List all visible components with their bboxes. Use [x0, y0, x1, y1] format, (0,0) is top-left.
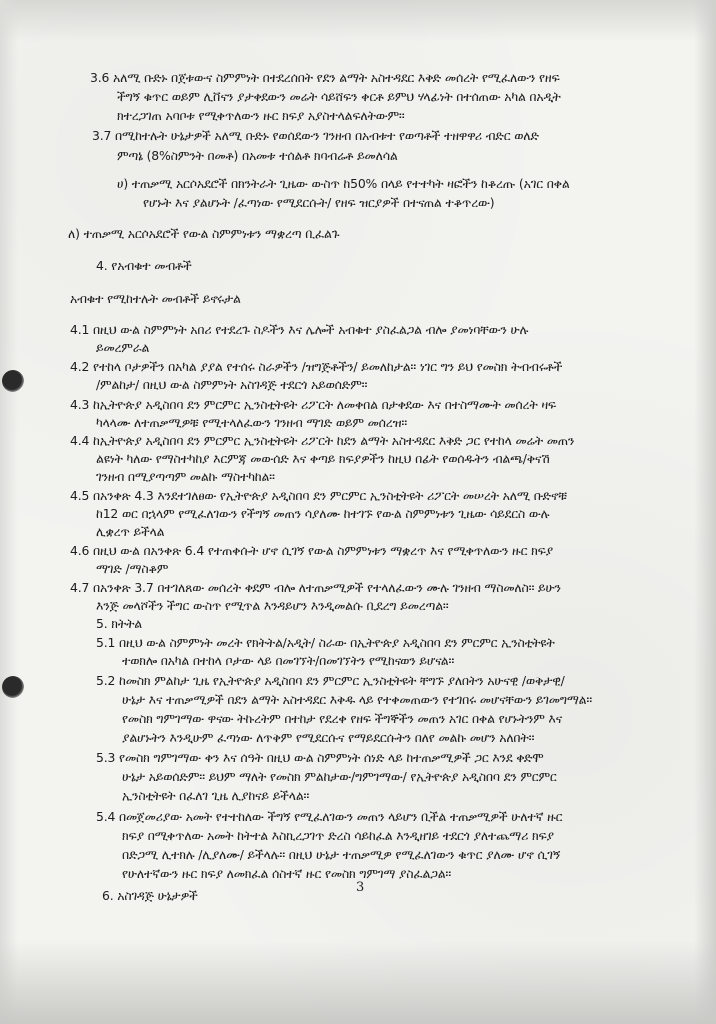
- page-number: 3: [356, 880, 365, 895]
- clause-5-4-line-3: በድጋሚ ሊተክሉ /ሊያለሙ/ ይችላሉ። በዚህ ሁኔታ ተጠቃሚዎ የሚፈለገውን ቁጥር ያለሙ ሆኖ ሲገኝ: [122, 847, 561, 862]
- clause-5-3-line-2: ሁኔታ አይወሰድም። ይህም ማለት የመስክ ምልከታው/ግምገማው/ የኢትዮጵያ አዲስበባ ደን ምርምር: [122, 769, 557, 784]
- clause-5-2-line-3: የመስክ ግምገማው ዋናው ትኩረትም በተከታ የደረቀ የዘፍ ችግኞችን መጠን አገር በቀል የሆኑትንም እና: [122, 711, 563, 726]
- clause-5-1-line-2: ተወክሎ በአካል በተከላ ቦታው ላይ በመገኘት/በመገኘትን የሚከናወን ይሆናል።: [122, 653, 455, 668]
- clause-4-1-line-1: 4.1 በዚህ ውል ስምምነት አበሪ የተደረጉ ስዶችን እና ሌሎች አብቁተ ያስፈልጋል ብሎ ያመነባቸውን ሁሉ: [70, 322, 529, 337]
- clause-4-2-line-1: 4.2 የተከላ ቦታዎችን በአካል ያያል የተሰሩ ስራዎችን /ዝግጅቶችን/ ይመለከታል። ነገር ግን ይህ የመስክ ትብብሩቶች: [70, 359, 563, 374]
- item-a-line-1: ሀ) ተጠቃሚ አርሶአደሮች በክንትራት ጊዜው ውስጥ ከ50% በላይ የተተካት ዛፎችን ከቆረጡ (አገር በቀል: [117, 176, 570, 191]
- clause-4-2-line-2: /ምልከታ/ በዚህ ውል ስምምነት አስገዳጅ ተደርጎ አይወሰድም።: [96, 377, 368, 392]
- clause-4-5-line-2: ከ12 ወር በኋላም የሚፈለገውን የችግኝ መጠን ሳያለሙ ከተገኙ የውል ስምምነቱን ጊዜው ሳይደርስ ውሉ: [96, 506, 550, 521]
- scan-shadow-right: [694, 0, 716, 1024]
- clause-4-7-line-1: 4.7 በአንቀጽ 3.7 በተገለጸው መሰረት ቀደም ብሎ ለተጠቃሚዎች የተላለፈውን ሙሉ ገንዘብ ማስመለስ። ይሁን: [70, 580, 561, 595]
- item-b-line: ለ) ተጠቃሚ አርሶአደሮች የውል ስምምነቱን ማቋረጣ ቢፈልጉ: [68, 226, 340, 241]
- clause-3-7-line-1: 3.7 በሚከተሉት ሁኔታዎች አለሚ ቡድኑ የወሰደውን ገንዘብ በአብቱተ የወጣቶች ተዘዋዋሪ ብድር ወለድ: [92, 128, 539, 143]
- clause-4-5-line-1: 4.5 በአንቀጽ 4.3 እንደተገለፀው የኢትዮጵያ አዲስበባ ደን ምርምር ኢንስቲትዩት ሪፖርት መሠረት አለሚ ቡድኖቹ: [70, 488, 567, 503]
- clause-3-7-line-2: ምጣኔ (8%ስምንት በመቶ) በአመቱ ተሰልቶ ክባብሬቶ ይመለሳል: [117, 148, 398, 163]
- clause-5-1-line-1: 5.1 በዚህ ውል ስምምነት መረት የክትትል/አዲት/ ስራው በኢትዮጵያ አዲስበባ ደን ምርምር ኢንስቲትዩት: [96, 635, 555, 650]
- clause-5-2-line-4: ያልሆኑትን እንዲሁም ፈጣነው ለጥቅም የሚደርሱና የማይደርሱትን በለየ መልኩ መሆን አለበት።: [122, 730, 535, 745]
- punch-hole-lower: [2, 676, 24, 698]
- clause-5-4-line-1: 5.4 በመጀመሪያው አመት የተተከለው ችግኝ የሚፈለገውን መጠን ላይሆን ቢችል ተጠቃሚዎች ሁለተኛ ዙር: [96, 809, 563, 824]
- clause-4-3-line-2: ካላላሙ ለተጠቃሚዎቹ የሚተላለፈውን ገንዘብ ማገድ ወይም መሰረዝ።: [96, 415, 407, 430]
- clause-4-4-line-3: ገንዘብ በሚያጣጣም መልኩ ማስተካከል።: [96, 469, 275, 484]
- clause-5-3-line-3: ኢንስቲትዩት በፈለገ ጊዜ ሊያከናይ ይችላል።: [122, 788, 310, 803]
- clause-3-6-line-1: 3.6 አለሚ ቡድኑ በጀቱውና ስምምነት በተደረሰበት የደን ልማት አስተዳደር እቅድ መሰረት የሚፈለውን የዘፍ: [90, 70, 560, 85]
- clause-4-3-line-1: 4.3 ከኢትዮጵያ አዲስበባ ደን ምርምር ኢንስቲትዩት ሪፖርት ለመቀበል በታቀደው እና በተስማሙት መሰረት ዛፍ: [70, 397, 556, 412]
- clause-5-4-line-4: የሁለተኛውን ዙር ክፍያ ለመክፈል ሰስተኛ ዙር የመስክ ግምገማ ያስፈልጋል።: [122, 866, 452, 881]
- clause-4-6-line-2: ማገድ /ማስቆም: [96, 561, 169, 576]
- clause-3-6-line-2: ችግኝ ቁጥር ወይም ሊቨናን ያታቀደውን መሬት ሳይሸፍን ቀርቶ ይምህ ሃላፊነት በተሰጠው አካል በአዲት: [117, 89, 561, 104]
- section-6-heading: 6. አስገዳጅ ሁኔታዎች: [102, 888, 198, 903]
- clause-5-3-line-1: 5.3 የመስክ ግምገማው ቀን እና ሰዓት በዚህ ውል ስምምነት ሰነድ ላይ ከተጠቃሚዎች ጋር እንደ ቀድሞ: [96, 750, 544, 765]
- section-5-heading: 5. ክትትል: [96, 616, 142, 631]
- clause-5-4-line-2: ክፍያ በሚቀጥለው አመት ከትተል እስኪረጋገጥ ድረስ ሳይከፈል እንዲዘገይ ተደርጎ ያለተጨማሪ ክፍያ: [122, 828, 554, 843]
- clause-4-4-line-1: 4.4 ከኢትዮጵያ አዲስበባ ደን ምርምር ኢንስቲትዩት ሪፖርት ከደን ልማት አስተዳደር እቅድ ጋር የተከላ መሬት መጠን: [70, 433, 575, 448]
- section-4-heading: 4. የአብቁተ መብቶች: [96, 258, 192, 273]
- clause-3-6-line-3: ክተረጋገጠ አባቦቱ የሚቀጥለውን ዙር ክፍያ አያስተላልፍለትውም።: [117, 108, 405, 123]
- clause-4-5-line-3: ሊቋረጥ ይችላል: [96, 524, 165, 539]
- punch-hole-upper: [2, 370, 24, 392]
- clause-5-2-line-2: ሁኔታ እና ተጠቃሚዎች በደን ልማት አስተዳደር እቅዱ ላይ የተቀመጠውን የተገበሩ መሆናቸውን ይገመግማል።: [122, 692, 592, 707]
- scan-shadow-top: [0, 0, 716, 42]
- clause-5-2-line-1: 5.2 ከመስክ ምልከታ ጊዜ የኢትዮጵያ አዲስበባ ደን ምርምር ኢንስቲትዩት ቸግኙ ያለበትን አሁናዊ /ወቅታዊ/: [96, 673, 565, 688]
- section-4-intro: አብቁተ የሚከተሉት መብቶች ይኖሩታል: [70, 291, 241, 306]
- scan-shadow-left: [0, 0, 18, 1024]
- clause-4-6-line-1: 4.6 በዚህ ውል በአንቀጽ 6.4 የተጠቀሱት ሆኖ ሲገኝ የውል ስምምነቱን ማቋረጥ እና የሚቀጥለውን ዙር ክፍያ: [70, 543, 553, 558]
- clause-4-4-line-2: ልዩነት ካለው የማስተካከያ እርምጃ መውሰድ እና ቀጣይ ክፍያዎችን ከዚህ በፊት የወሰዱትን ብልጫ/ቅናሽ: [96, 451, 550, 466]
- item-a-line-2: የሆኑት እና ያልሆኑት /ፈጣነው የሚደርሱት/ የዘፍ ዝርያዎች በተናጠል ተቆጥረው): [143, 195, 495, 210]
- scan-shadow-bottom: [0, 940, 716, 1024]
- clause-4-1-line-2: ይመረምራል: [96, 340, 150, 355]
- clause-4-7-line-2: እንጅ መላሾችን ችግር ውስጥ የሚጥል እንዳይሆን እንዲመልሱ ቢደረግ ይመረጣል።: [96, 598, 449, 613]
